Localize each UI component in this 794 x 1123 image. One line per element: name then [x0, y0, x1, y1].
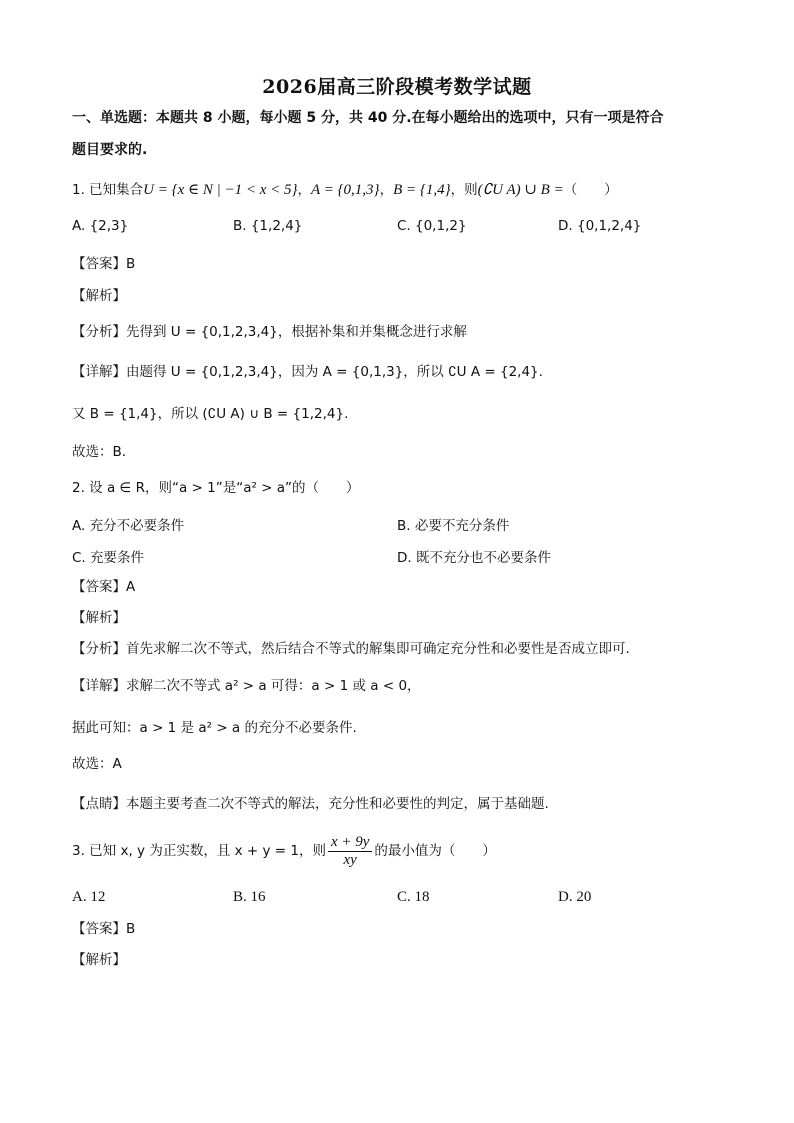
page-title: 2026届高三阶段模考数学试题 — [262, 76, 532, 98]
q2-comment: 【点睛】本题主要考查二次不等式的解法，充分性和必要性的判定，属于基础题. — [72, 796, 549, 812]
q2-option-d: D. 既不充分也不必要条件 — [397, 550, 551, 566]
q1-stem — [72, 180, 618, 200]
q1-set-a: A = {0,1,3} — [311, 182, 380, 198]
q3-answer: 【答案】B — [72, 921, 136, 937]
section-header-line1: 一、单选题：本题共 8 小题，每小题 5 分，共 40 分.在每小题给出的选项中，只有一项是符合 — [72, 110, 664, 126]
q3-fraction — [328, 834, 372, 869]
q1-conclusion: 故选：B. — [72, 444, 127, 460]
q2-option-a: A. 充分不必要条件 — [72, 518, 185, 534]
q1-sep1: ， — [297, 182, 312, 198]
q1-analysis-label: 【解析】 — [72, 288, 126, 304]
q1-sep3: ，则 — [450, 182, 478, 198]
q1-sep2: ， — [379, 182, 394, 198]
section-header-line2: 题目要求的. — [72, 142, 148, 158]
q2-option-b: B. 必要不充分条件 — [397, 518, 510, 534]
q1-option-d: D. {0,1,2,4} — [558, 218, 642, 234]
q2-detail-1: 【详解】求解二次不等式 a² > a 可得：a > 1 或 a < 0， — [72, 678, 421, 694]
q2-answer: 【答案】A — [72, 579, 136, 595]
q3-option-d: D. 20 — [558, 889, 592, 905]
q1-fenxi: 【分析】先得到 U = {0,1,2,3,4}，根据补集和并集概念进行求解 — [72, 324, 467, 340]
q1-set-b: B = {1,4} — [393, 182, 451, 198]
q1-prefix: 1. 已知集合 — [72, 182, 144, 198]
q2-fenxi: 【分析】首先求解二次不等式，然后结合不等式的解集即可确定充分性和必要性是否成立即可. — [72, 641, 630, 657]
q1-option-a: A. {2,3} — [72, 218, 129, 234]
q3-prefix: 3. 已知 x, y 为正实数，且 x + y = 1，则 — [72, 843, 326, 859]
q1-detail-2: 又 B = {1,4}，所以 (∁U A) ∪ B = {1,2,4}. — [72, 406, 349, 422]
q3-option-b: B. 16 — [233, 889, 266, 905]
q1-option-b: B. {1,2,4} — [233, 218, 303, 234]
q3-fraction-denominator: xy — [343, 851, 357, 868]
q2-detail-2: 据此可知：a > 1 是 a² > a 的充分不必要条件. — [72, 720, 357, 736]
q2-option-c: C. 充要条件 — [72, 550, 145, 566]
q1-expression: (∁U A) ∪ B = — [477, 182, 564, 198]
q3-suffix: 的最小值为（ ） — [374, 843, 496, 859]
q3-fraction-numerator: x + 9y — [328, 834, 372, 852]
q3-analysis-label: 【解析】 — [72, 952, 126, 968]
q2-analysis-label: 【解析】 — [72, 610, 126, 626]
q3-stem — [72, 832, 496, 870]
q1-set-u: U = {x ∈ N | −1 < x < 5} — [143, 182, 298, 198]
q3-option-a: A. 12 — [72, 889, 106, 905]
q2-stem: 2. 设 a ∈ R，则“a > 1”是“a² > a”的（ ） — [72, 480, 360, 496]
q1-option-c: C. {0,1,2} — [397, 218, 467, 234]
q1-detail-1: 【详解】由题得 U = {0,1,2,3,4}，因为 A = {0,1,3}，所以 ∁U A = {2,4}. — [72, 364, 543, 380]
q3-option-c: C. 18 — [397, 889, 430, 905]
q1-answer: 【答案】B — [72, 256, 136, 272]
q1-blank: （ ） — [563, 182, 618, 198]
q2-conclusion: 故选：A — [72, 756, 122, 772]
